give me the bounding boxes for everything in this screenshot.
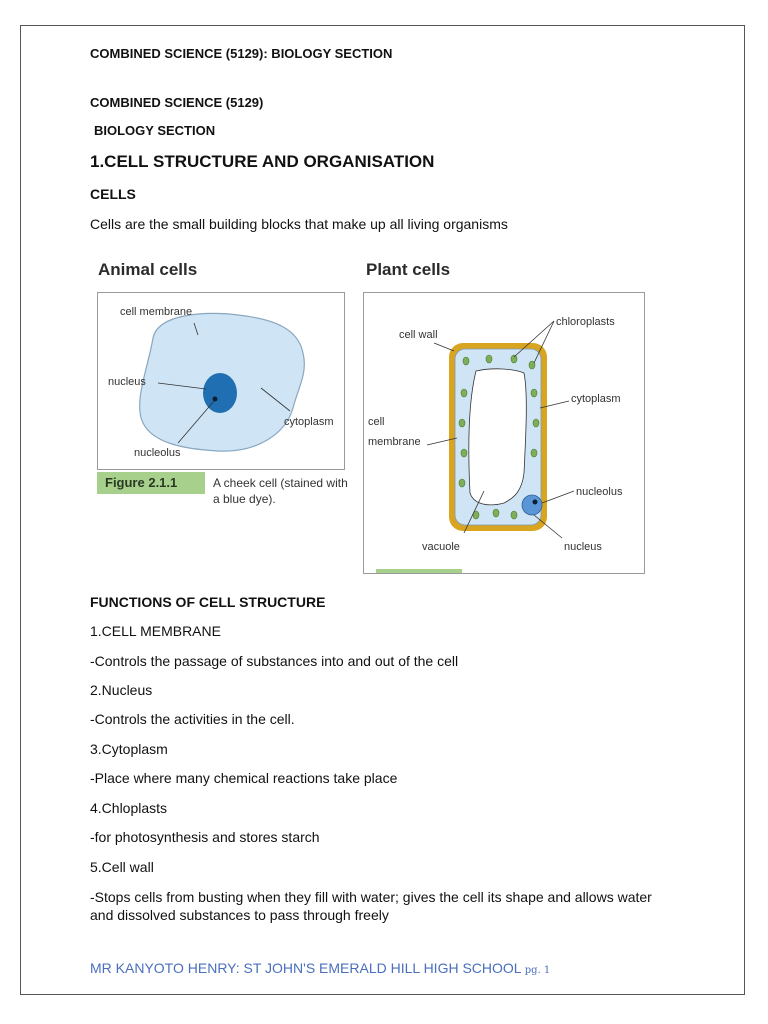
animal-cell-diagram [98, 293, 344, 469]
function-title-1: 1.CELL MEMBRANE [90, 623, 221, 639]
course-title: COMBINED SCIENCE (5129) [90, 95, 264, 110]
label-nucleolus-plant: nucleolus [576, 486, 623, 498]
plant-cells-title: Plant cells [366, 260, 451, 279]
plant-nucleolus-shape [533, 500, 538, 505]
footer-page-number: pg. 1 [521, 965, 551, 976]
figure-caption-text: A cheek cell (stained with a blue dye). [213, 476, 348, 506]
label-chloroplasts: chloroplasts [556, 316, 615, 328]
cells-intro: Cells are the small building blocks that make up all living organisms [90, 216, 508, 232]
function-desc-3: -Place where many chemical reactions take place [90, 770, 398, 786]
function-title-5: 5.Cell wall [90, 859, 154, 875]
function-title-4: 4.Chloplasts [90, 800, 168, 816]
plant-caption-tag-cropped [376, 569, 462, 573]
animal-nucleus-shape [203, 373, 237, 413]
footer-author: MR KANYOTO HENRY: [90, 960, 240, 976]
running-title: COMBINED SCIENCE (5129): BIOLOGY SECTION [90, 46, 393, 61]
label-cytoplasm: cytoplasm [284, 416, 334, 428]
label-vacuole: vacuole [422, 541, 460, 553]
animal-nucleolus-shape [213, 397, 218, 402]
animal-cells-title: Animal cells [98, 260, 198, 279]
animal-cell-figure [97, 292, 345, 470]
footer-school: ST JOHN'S EMERALD HILL HIGH SCHOOL [239, 960, 522, 976]
label-nucleolus: nucleolus [134, 447, 181, 459]
label-cell-membrane-line1: cell [368, 416, 385, 428]
section-title: BIOLOGY SECTION [94, 123, 216, 138]
plant-nucleus-shape [522, 495, 542, 515]
label-nucleus: nucleus [108, 376, 146, 388]
figure-caption-tag: Figure 2.1.1 [97, 472, 205, 494]
label-cytoplasm-plant: cytoplasm [571, 393, 621, 405]
vacuole-shape [469, 369, 526, 505]
label-cell-membrane: cell membrane [120, 306, 193, 318]
page-footer [90, 960, 550, 976]
chapter-heading: 1.CELL STRUCTURE AND ORGANISATION [90, 152, 435, 171]
function-desc-5: -Stops cells from busting when they fill with water; gives the cell its shape and allows water and dissolved substances to pass through freely [90, 889, 652, 923]
label-cell-wall: cell wall [399, 329, 438, 341]
function-desc-2: -Controls the activities in the cell. [90, 711, 295, 727]
functions-heading: FUNCTIONS OF CELL STRUCTURE [90, 594, 326, 610]
label-cell-membrane-line2: membrane [368, 436, 421, 448]
label-nucleus-plant: nucleus [564, 541, 602, 553]
cells-heading: CELLS [90, 186, 136, 202]
function-title-2: 2.Nucleus [90, 682, 153, 698]
plant-cell-figure [363, 292, 645, 574]
plant-cell-diagram [364, 293, 644, 573]
function-title-3: 3.Cytoplasm [90, 741, 168, 757]
function-desc-1: -Controls the passage of substances into and out of the cell [90, 653, 459, 669]
function-desc-4: -for photosynthesis and stores starch [90, 829, 320, 845]
